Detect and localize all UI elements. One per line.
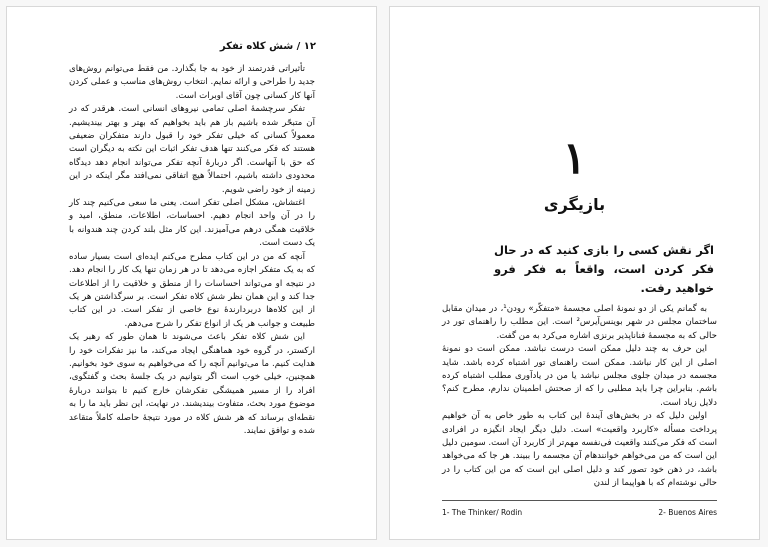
chapter-lead: اگر نقش کسی را بازی کنید که در حال فکر کردن است، واقعاً به فکر فرو خواهید رفت.: [494, 243, 714, 295]
page-header: ۱۲ / شش کلاه تفکر: [219, 41, 316, 52]
right-page: [389, 6, 760, 540]
chapter-number: ۱: [562, 133, 587, 184]
paragraph: اغتشاش، مشکل اصلی تفکر است. یعنی ما سعی می‌کنیم چند کار را در آن واحد انجام دهیم. احساسات، اطلاعات، منطق، امید و خلاقیت همگی درهم می‌آمیزند. این کار مثل بلند کردن چند هندوانه با یک دست است.: [69, 198, 315, 249]
chapter-title: بازیگری: [543, 195, 606, 214]
footnote-divider: [442, 500, 717, 501]
paragraph: تأثیراتی قدرتمند از خود به جا بگذارد. من فقط می‌توانم روش‌های جدید را طراحی و ارائه نمایم. انتخاب روش‌های مناسب و عملی کردن آنها کار کسانی چون آقای اوبرات است.: [69, 64, 315, 101]
footnote: 2- Buenos Aires: [658, 508, 717, 517]
paragraph: این حرف به چند دلیل ممکن است درست نباشد. ممکن است دو نمونهٔ اصلی از این کار نباشد. ممکن است راهنمای تور اشتباه کرده باشد. شاید مجسمه در میدان جلوی مجلس نباشد یا من در یادآوری مطلب اشتباه کرده باشم. بنابراین چرا باید مطلبی را که از صحتش اطمینان ندارم، مطرح کنم؟ دلایل زیاد است.: [442, 344, 717, 408]
paragraph: تفکر سرچشمهٔ اصلی تمامی نیروهای انسانی است. هرقدر که در آن متبحّر شده باشیم باز هم باید بخواهیم که بهتر و بهتر بیندیشیم. معمولاً کسانی که خیلی تفکر خود را قبول دارند متفکران ضعیفی هستند که فکر می‌کنند تنها هدف تفکر اثبات این نکته به دیگران است که حق با آنهاست. اگر دربارهٔ آنچه تفکر می‌تواند انجام دهد دیدگاه محدودی داشته باشیم، احتمالاً هیچ اتفاقی نمی‌افتد مگر اینکه در این زمینه از خود راضی شویم.: [69, 104, 315, 195]
left-page: [6, 6, 377, 540]
footnotes: [442, 508, 717, 517]
right-body-text: [442, 303, 717, 491]
paragraph: اولین دلیل که در بخش‌های آیندهٔ این کتاب به طور خاص به آن خواهیم پرداخت مسأله «کاربرد واقعیت» است. دلیل دیگر ایجاد انگیزه در افرادی است که فکر می‌کنند واقعیت فی‌نفسه مهم‌تر از کاربرد آن است. سومین دلیل این است که من می‌خواهم خوانندهام آن مجسمه را ببیند. هر جا که می‌خواهد باشد، در ذهن خود تصور کند و دلیل اصلی این است که من این کتاب را در حالی نوشته‌ام که با هواپیما از لندن: [442, 411, 717, 489]
paragraph: این شش کلاه تفکر باعث می‌شوند تا همان طور که رهبر یک ارکستر، در گروه خود هماهنگی ایجاد می‌کند، ما نیز تفکرات خود را هدایت کنیم. ما می‌توانیم آنچه را که می‌خواهیم به سوی خود بخوانیم. همچنین، خیلی خوب است اگر بتوانیم در یک جلسهٔ بحث و گفتگوی، افراد را از مسیر همیشگی تفکرشان خارج کنیم تا بتوانند دربارهٔ موضوع مورد بحث، متفاوت بیندیشند. در نهایت، این نظر باید ما را به نقطه‌ای برساند که هر شش کلاه در مورد نتیجهٔ حاصله کاملاً متقاعد شده و توافق نمایند.: [69, 332, 315, 436]
paragraph: به گمانم یکی از دو نمونهٔ اصلی مجسمهٔ «متفکّر» رودن¹، در میدان مقابل ساختمان مجلس در شهر بوینس‌آیرس² است. این مطلب را راهنمای تور در حالی که به مجسمهٔ فنانا‌پذیر برنزی اشاره می‌کرد به من گفت.: [442, 304, 717, 341]
paragraph: آنچه که من در این کتاب مطرح می‌کنم ایده‌ای است بسیار ساده که به یک متفکر اجازه می‌دهد تا در هر زمان تنها یک کار را انجام دهد. در نتیجه او می‌تواند احساسات را از منطق و خلاقیت را از اطلاعات جدا کند و این همان نظر شش کلاه تفکر است. بر سرگذاشتن هر یک از این کلاه‌ها دربردارندهٔ نوع خاصی از تفکر است. در این کتاب طبیعت و جوانب هر یک از انواع تفکر را شرح می‌دهم.: [69, 251, 315, 329]
left-body-text: [69, 63, 315, 438]
footnote: 1- The Thinker/ Rodin: [442, 508, 523, 517]
